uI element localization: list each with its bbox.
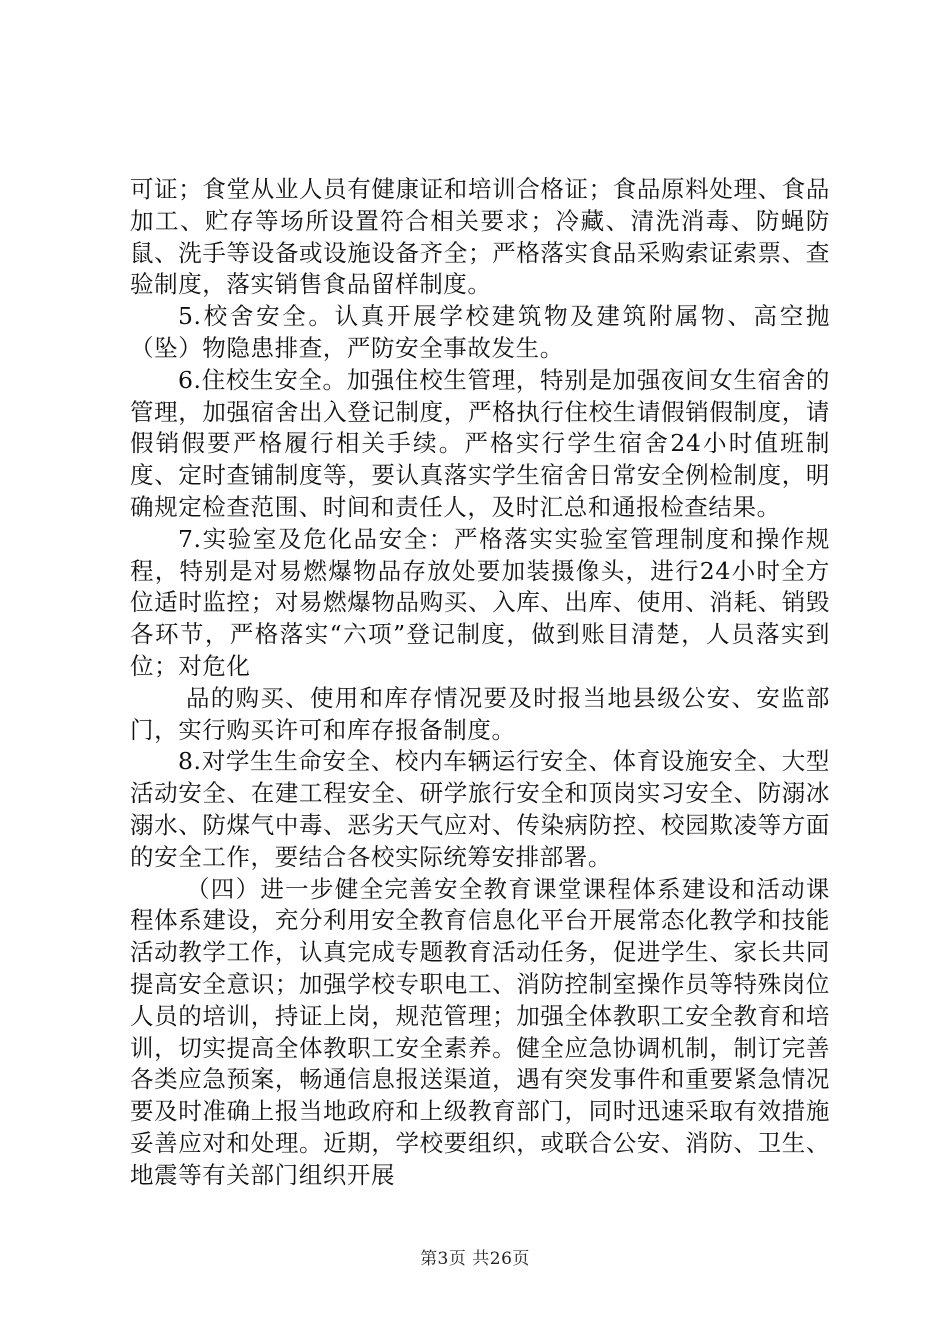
paragraph-safety-education: （四）进一步健全完善安全教育课堂课程体系建设和活动课程体系建设，充分利用安全教育信息化平台开展常态化教学和技能活动教学工作，认真完成专题教育活动任务，促进学生、家长共同提高安全意识；加强学校专职电工、消防控制室操作员等特殊岗位人员的培训，持证上岗，规范管理；加强全体教职工安全教育和培训，切实提高全体教职工安全素养。健全应急协调机制，制订完善各类应急预案，畅通信息报送渠道，遇有突发事件和重要紧急情况要及时准确上报当地政府和上级教育部门，同时迅速采取有效措施妥善应对和处理。近期，学校要组织，或联合公安、消防、卫生、地震等有关部门组织开展 bbox=[130, 874, 830, 1189]
paragraph-laboratory-chemical-safety: 7.实验室及危化品安全：严格落实实验室管理制度和操作规程，特别是对易燃爆物品存放处要加装摄像头，进行24小时全方位适时监控；对易燃爆物品购买、入库、出库、使用、消耗、销毁各环节，严格落实“六项”登记制度，做到账目清楚，人员落实到位；对危化 bbox=[130, 524, 830, 680]
page-number-footer: 第3页 共26页 bbox=[420, 1249, 530, 1269]
paragraph-food-safety-continued: 可证；食堂从业人员有健康证和培训合格证；食品原料处理、食品加工、贮存等场所设置符合相关要求；冷藏、清洗消毒、防蝇防鼠、洗手等设备或设施设备齐全；严格落实食品采购索证索票、查验制度，落实销售食品留样制度。 bbox=[130, 175, 830, 299]
document-body bbox=[130, 174, 830, 1192]
paragraph-other-safety-work: 8.对学生生命安全、校内车辆运行安全、体育设施安全、大型活动安全、在建工程安全、研学旅行安全和顶岗实习安全、防溺冰溺水、防煤气中毒、恶劣天气应对、传染病防控、校园欺凌等方面的安全工作，要结合各校实际统筹安排部署。 bbox=[130, 747, 830, 871]
paragraph-chemical-purchase-reporting: 品的购买、使用和库存情况要及时报当地县级公安、安监部门，实行购买许可和库存报备制度。 bbox=[130, 683, 830, 744]
paragraph-school-building-safety: 5.校舍安全。认真开展学校建筑物及建筑附属物、高空抛（坠）物隐患排查，严防安全事故发生。 bbox=[130, 302, 830, 362]
paragraph-boarding-student-safety: 6.住校生安全。加强住校生管理，特别是加强夜间女生宿舍的管理，加强宿舍出入登记制度，严格执行住校生请假销假制度，请假销假要严格履行相关手续。严格实行学生宿舍24小时值班制度、定时查铺制度等，要认真落实学生宿舍日常安全例检制度，明确规定检查范围、时间和责任人，及时汇总和通报检查结果。 bbox=[130, 365, 830, 521]
